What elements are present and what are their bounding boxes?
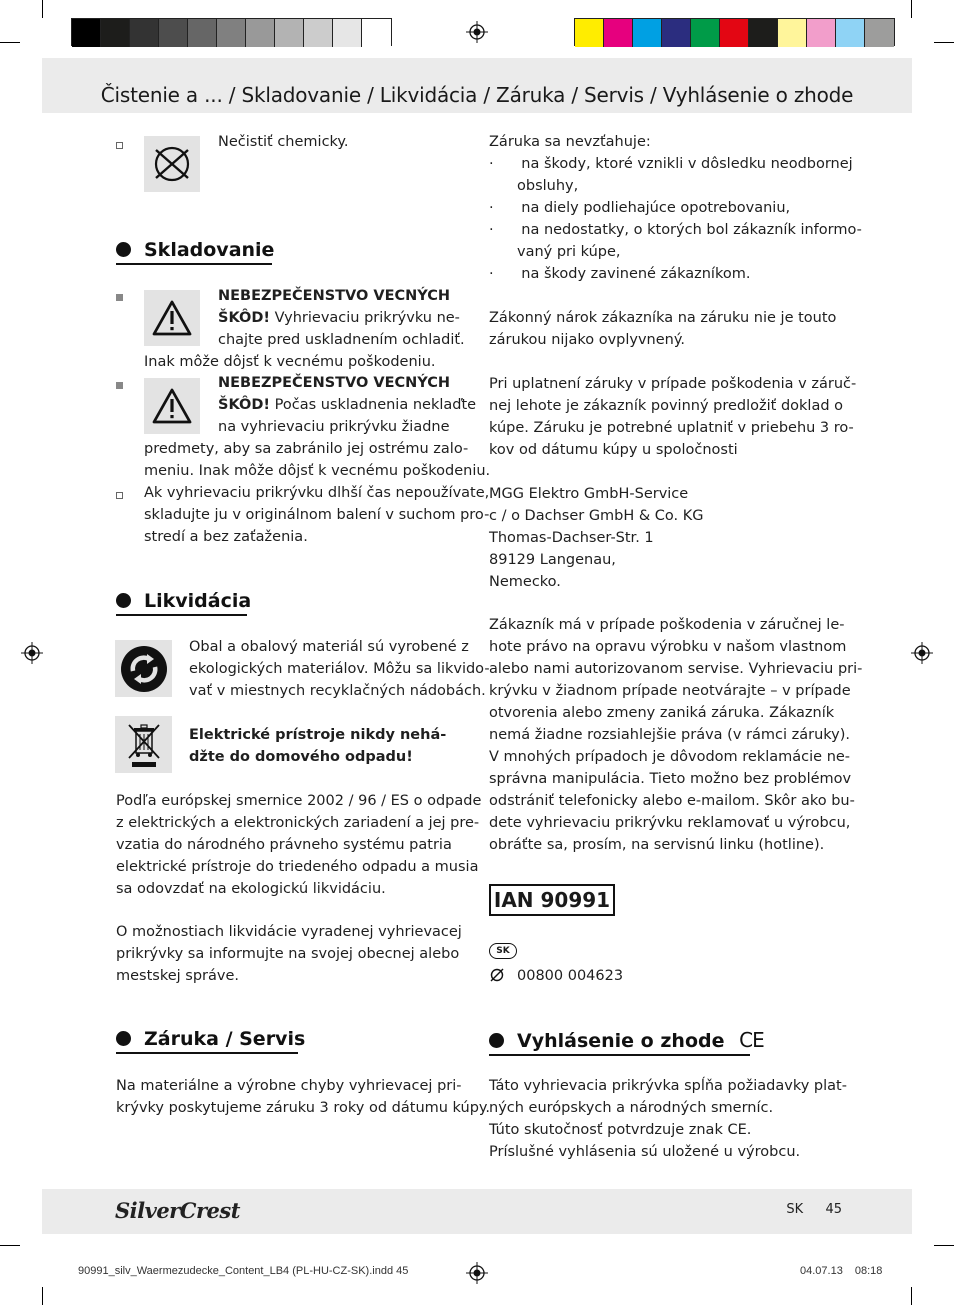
heading-text: Skladovanie [144, 239, 275, 261]
print-date: 04.07.13 08:18 [800, 1265, 883, 1277]
storage-note: Ak vyhrievaciu prikrývku dlhší čas nepoužívate, skladujte ju v originálnom balení v suchom pro- stredí a bez zaťaženia. [144, 485, 490, 545]
warranty-exclusions-title: Záruka sa nevzťahuje: [489, 134, 651, 150]
color-swatch [101, 19, 130, 47]
crop-mark [911, 0, 912, 18]
disposal-paragraph-1: Podľa európskej smernice 2002 / 96 / ES o odpade z elektrických a elektronických zariadení a jej pre- vzatia do národného právneho systému patria elektrické prístroje do triedeného odpadu a musia sa odovzdať na ekologickú likvidáciu. [116, 793, 482, 897]
hotline-number: 00800 004623 [517, 968, 624, 984]
no-chemical-cleaning-icon [144, 136, 200, 192]
weee-crossed-bin-icon [115, 716, 172, 773]
crop-mark [0, 42, 20, 43]
page-title: Čistenie a ... / Skladovanie / Likvidácia / Záruka / Servis / Vyhlásenie o zhode [100, 83, 854, 107]
registration-mark-icon [911, 642, 933, 664]
crop-mark [911, 1287, 912, 1305]
warning-icon [144, 290, 200, 346]
section-heading-storage [116, 239, 274, 261]
color-swatch [865, 19, 894, 47]
registration-mark-icon [466, 1262, 488, 1284]
color-swatch [130, 19, 159, 47]
color-swatch [188, 19, 217, 47]
color-swatch [72, 19, 101, 47]
weee-warning-text: Elektrické prístroje nikdy nehá- džte do domového odpadu! [189, 727, 447, 765]
page-number: 45 [825, 1202, 842, 1217]
no-chemical-cleaning-text: Nečistiť chemicky. [218, 134, 349, 150]
section-heading-disposal [116, 590, 251, 612]
warranty-exclusions-list: · na škody, ktoré vznikli v dôsledku neodbornej obsluhy, · na diely podliehajúce opotrebovaniu, · na nedostatky, o ktorých bol zákazník informo- vaný pri kúpe, · na škody zavinené zákazníkom. [489, 156, 862, 282]
phone-icon [489, 967, 505, 983]
warning-icon [144, 378, 200, 434]
heading-text: Vyhlásenie o zhode [517, 1030, 725, 1052]
ce-mark-icon: CE [739, 1028, 764, 1052]
registration-mark-icon [21, 642, 43, 664]
list-bullet [116, 142, 123, 149]
registration-mark-icon [466, 21, 488, 43]
indd-file-name: 90991_silv_Waermezudecke_Content_LB4 (PL-HU-CZ-SK).indd 45 [78, 1265, 409, 1277]
color-swatch [575, 19, 604, 47]
cmyk-color-bar [574, 18, 895, 46]
legal-claim-paragraph: Zákonný nárok zákazníka na záruku nie je touto zárukou nijako ovplyvnený. [489, 310, 837, 348]
color-swatch [807, 19, 836, 47]
color-swatch [275, 19, 304, 47]
color-swatch [217, 19, 246, 47]
color-swatch [246, 19, 275, 47]
storage-warning-2-cont: predmety, aby sa zabránilo jej ostrému zalo- meniu. Inak môže dôjsť k vecnému poškodeniu. [144, 441, 491, 479]
language-code: SK [786, 1202, 804, 1217]
disposal-paragraph-2: O možnostiach likvidácie vyradenej vyhrievacej prikrývky sa informujte na svojej obecnej alebo mestskej správe. [116, 924, 462, 984]
ian-number-box: IAN 90991 [489, 884, 615, 916]
color-swatch [749, 19, 778, 47]
color-swatch [362, 19, 391, 47]
claim-procedure-paragraph: Pri uplatnení záruky v prípade poškodenia v záruč- nej lehote je zákazník povinný predložiť doklad o kúpe. Záruku je potrebné uplatniť v priebehu 3 ro- kov od dátumu kúpy u spoločnosti [489, 376, 857, 458]
country-badge: SK [489, 943, 517, 959]
crop-mark [42, 0, 43, 18]
heading-text: Záruka / Servis [144, 1028, 306, 1050]
color-swatch [778, 19, 807, 47]
list-bullet [116, 294, 123, 301]
service-address: MGG Elektro GmbH-Service c / o Dachser GmbH & Co. KG Thomas-Dachser-Str. 1 89129 Langenau, Nemecko. [489, 486, 704, 590]
section-heading-warranty [116, 1028, 305, 1050]
storage-warning-2: NEBEZPEČENSTVO VECNÝCH ŠKÔD! Počas uskladnenia neklaďte na vyhrievaciu prikrývku žiadne [218, 375, 477, 435]
storage-warning-1: NEBEZPEČENSTVO VECNÝCH ŠKÔD! Vyhrievaciu prikrývku ne- chajte pred uskladnením ochladiť. [218, 288, 465, 348]
color-swatch [604, 19, 633, 47]
section-heading-conformity [489, 1028, 764, 1052]
crop-mark [42, 1287, 43, 1305]
color-swatch [720, 19, 749, 47]
heading-bullet [116, 242, 131, 257]
crop-mark [934, 42, 954, 43]
crop-mark [934, 1245, 954, 1246]
grayscale-color-bar [71, 18, 392, 46]
conformity-paragraph: Táto vyhrievacia prikrývka spĺňa požiadavky plat- ných európskych a národných smerníc. Túto skutočnosť potvrdzuje znak CE. Príslušné vyhlásenia sú uložené u výrobcu. [489, 1078, 847, 1160]
page-info [786, 1202, 842, 1217]
brand-logo: SilverCrest [115, 1198, 240, 1223]
repair-rights-paragraph: Zákazník má v prípade poškodenia v záručnej le- hote právo na opravu výrobku v našom vlastnom alebo nami autorizovanom servise. Vyhrievaciu pri- krývku v žiadnom prípade neotvárajte – v prípade otvorenia alebo zmeny zaniká záruka. Zákazník nemá žiadne rozsiahlejšie práva (v rámci záruky). V mnohých prípadoch je dôvodom reklamácie ne- správna manipulácia. Tieto možno bez problémov odstrániť telefonicky alebo e-mailom. Skôr ako bu- dete vyhrievaciu prikrývku reklamovať u výrobcu, obráťte sa, prosím, na servisnú linku (hotline). [489, 617, 863, 853]
color-swatch [836, 19, 865, 47]
color-swatch [691, 19, 720, 47]
warranty-paragraph: Na materiálne a výrobne chyby vyhrievacej pri- krývky poskytujeme záruku 3 roky od dátumu kúpy. [116, 1078, 491, 1116]
heading-bullet [116, 593, 131, 608]
heading-text: Likvidácia [144, 590, 252, 612]
heading-bullet [489, 1033, 504, 1048]
list-bullet [116, 492, 123, 499]
list-bullet [116, 382, 123, 389]
heading-bullet [116, 1031, 131, 1046]
crop-mark [0, 1245, 20, 1246]
recycling-green-dot-icon [115, 640, 172, 697]
color-swatch [333, 19, 362, 47]
color-swatch [304, 19, 333, 47]
color-swatch [159, 19, 188, 47]
color-swatch [633, 19, 662, 47]
storage-warning-1-cont: Inak môže dôjsť k vecnému poškodeniu. [144, 354, 436, 370]
color-swatch [662, 19, 691, 47]
recycling-text: Obal a obalový materiál sú vyrobené z ekologických materiálov. Môžu sa likvido- vať v miestnych recyklačných nádobách. [189, 639, 490, 699]
